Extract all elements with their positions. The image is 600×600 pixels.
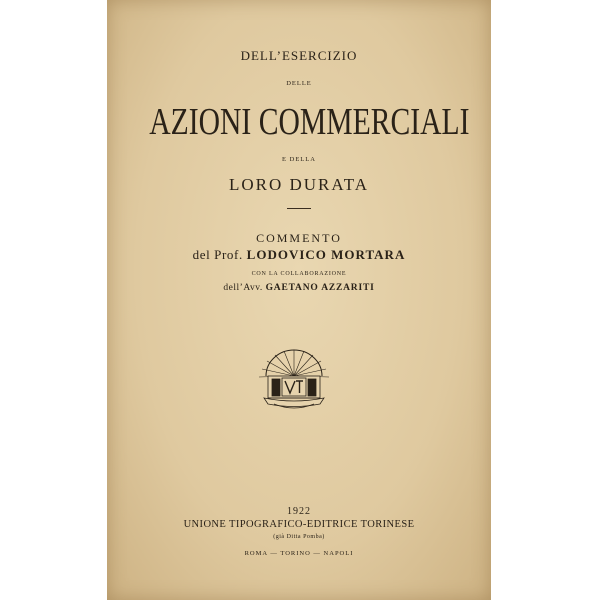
collaborator-prefix: dell’Avv.: [223, 283, 263, 293]
author-name: LODOVICO MORTARA: [246, 247, 406, 262]
title-line-1: DELL’ESERCIZIO: [240, 48, 358, 63]
publisher-name: UNIONE TIPOGRAFICO-EDITRICE TORINESE: [183, 519, 415, 530]
author-line: [107, 247, 491, 263]
subtitle: LORO DURATA: [228, 175, 370, 194]
publication-year: 1922: [287, 506, 311, 517]
title-page: [107, 0, 491, 600]
publisher-cities: ROMA — TORINO — NAPOLI: [244, 550, 354, 557]
collaboration-label: CON LA COLLABORAZIONE: [251, 271, 347, 277]
author-prefix: del Prof.: [192, 247, 243, 262]
main-title: AZIONI COMMERCIALI: [149, 101, 470, 143]
publisher-former-name: (già Ditta Pomba): [273, 534, 325, 540]
title-line-2: DELLE: [286, 80, 312, 87]
collaborator-name: GAETANO AZZARITI: [265, 283, 375, 293]
commento-label: COMMENTO: [256, 231, 342, 245]
divider-rule: [287, 208, 311, 209]
publisher-emblem-icon: [254, 346, 334, 416]
title-line-4: E DELLA: [282, 156, 316, 163]
collaborator-line: [107, 283, 491, 293]
